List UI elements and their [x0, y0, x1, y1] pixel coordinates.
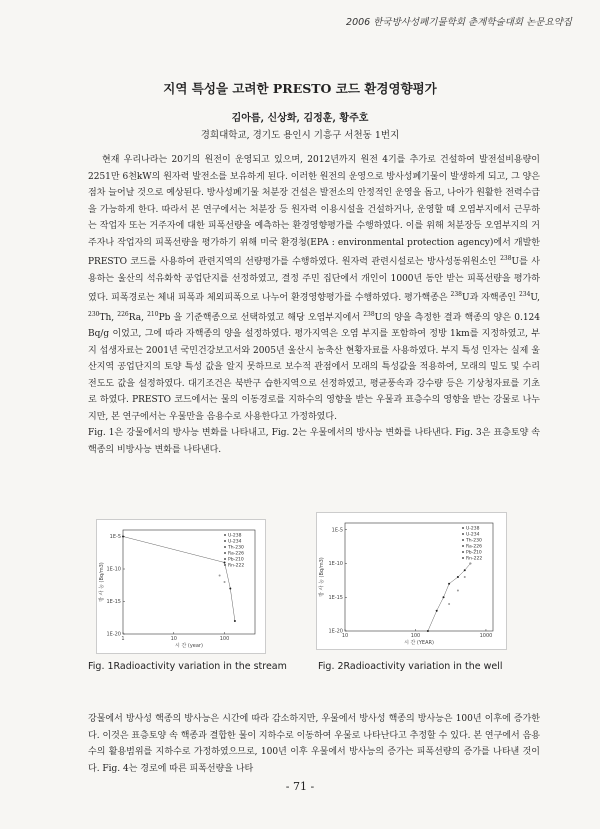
data-point: [474, 549, 476, 551]
x-axis-label: 시 간 (year): [175, 643, 203, 649]
page-number: - 71 -: [285, 780, 315, 793]
legend-marker: [462, 539, 464, 541]
data-point: [436, 610, 438, 612]
data-point: [443, 596, 445, 598]
data-point: [234, 620, 236, 622]
y-tick-label: 1E-20: [106, 631, 121, 638]
y-tick-label: 1E-10: [106, 566, 121, 573]
paragraph-3: 강물에서 방사성 핵종의 방사능은 시간에 따라 감소하지만, 우물에서 방사성 핵종의 방사능은 100년 이후에 증가한다. 이것은 표층토양 속 핵종과 결합한 물이 지하수로 이동하여 우물로 나타난다고 추정할 수 있다. 본 연구에서 음용수의 활용범위를 지하수로 가정하였으므로, 100년 이후 우물에서 방사능의 증가는 피폭선량의 증가를 나타낸 것이다. Fig. 4는 경로에 따른 피폭선량을 나타: [88, 714, 540, 774]
affiliation: 경희대학교, 경기도 용인시 기흥구 서천동 1번지: [200, 130, 400, 141]
legend-marker: [462, 533, 464, 535]
results-body: [88, 711, 540, 777]
data-point: [224, 562, 226, 564]
legend-entry: Ra-226: [228, 551, 244, 557]
series-line: [428, 564, 470, 632]
x-tick-label: 100: [219, 636, 230, 642]
legend-marker: [462, 551, 464, 553]
data-point: [448, 603, 450, 605]
legend-marker: [224, 540, 226, 542]
legend-marker: [462, 545, 464, 547]
legend-marker: [462, 527, 464, 529]
legend-marker: [224, 552, 226, 554]
data-point: [464, 576, 466, 578]
figure-2-well-chart: [316, 512, 507, 650]
x-tick-label: 1000: [479, 633, 493, 639]
legend-entry: Pb-210: [466, 550, 482, 556]
data-point: [122, 536, 124, 538]
legend-marker: [224, 558, 226, 560]
data-point: [457, 590, 459, 592]
y-tick-label: 1E-5: [331, 527, 343, 534]
data-point: [219, 575, 221, 577]
figure-1-stream-chart: [96, 519, 266, 654]
legend-entry: Ra-226: [466, 544, 482, 550]
data-point: [457, 576, 459, 578]
abstract-body: [88, 152, 540, 458]
legend-marker: [224, 546, 226, 548]
legend-entry: U-234: [466, 532, 480, 538]
figure-2-caption: Fig. 2Radioactivity variation in the well: [318, 661, 503, 672]
data-point: [464, 569, 466, 571]
legend-entry: U-234: [228, 539, 242, 545]
paragraph-2: Fig. 1은 강물에서의 방사능 변화를 나타내고, Fig. 2는 우물에서의 방사능 변화를 나타낸다. Fig. 3은 표층토양 속 핵종의 비방사능 변화를 나타낸다.: [88, 428, 540, 455]
paper-title: 지역 특성을 고려한 PRESTO 코드 환경영향평가: [163, 81, 437, 96]
legend-entry: Pb-210: [228, 557, 244, 563]
authors: 김아름, 신상화, 김정훈, 황주호: [231, 113, 369, 124]
series-line: [123, 537, 235, 622]
data-point: [469, 563, 471, 565]
figure-1-caption: Fig. 1Radioactivity variation in the stream: [88, 661, 287, 672]
legend-entry: Rn-222: [228, 563, 245, 569]
x-axis-label: 시 간 (YEAR): [404, 640, 434, 646]
x-tick-label: 1: [121, 636, 125, 642]
data-point: [427, 630, 429, 632]
y-tick-label: 1E-5: [109, 534, 121, 540]
legend-entry: Th-230: [228, 545, 244, 551]
legend-entry: U-238: [466, 526, 480, 532]
y-tick-label: 1E-10: [328, 561, 343, 567]
legend-marker: [224, 534, 226, 536]
legend-entry: Th-230: [466, 538, 482, 544]
legend-entry: Rn-222: [466, 556, 483, 562]
legend-entry: U-238: [228, 533, 242, 539]
running-header: 2006 한국방사성폐기물학회 춘계학술대회 논문요약집: [346, 17, 572, 28]
legend-marker: [462, 557, 464, 559]
y-tick-label: 1E-15: [328, 594, 343, 601]
data-point: [229, 588, 231, 590]
y-axis-label: 방 사 능 (Bq/m3): [99, 562, 105, 602]
y-tick-label: 1E-20: [328, 628, 343, 635]
data-point: [224, 581, 226, 583]
x-tick-label: 100: [410, 633, 421, 639]
y-axis-label: 방 사 능 (Bq/m3): [319, 557, 325, 597]
paragraph-1: 현재 우리나라는 20기의 원전이 운영되고 있으며, 2012년까지 원전 4기를 추가로 건설하여 발전설비용량이 2251만 6천kW의 원자력 발전소를 보유하게 된다. 이러한 원전의 운영으로 방사성폐기물이 발생하게 되고, 그 양은 점차 늘어날 것으로 예상된다. 방사성폐기물 처분장 건설은 발전소의 안정적인 운영을 돕고, 나아가 원활한 전력수급을 가능하게 한다. 따라서 본 연구에서는 처분장 등 원자력 이용시설을 건설하거나, 운영할 때 오염부지에서 근무하는 작업자 또는 거주자에 대한 피폭선량을 예측하는 환경영향평가를 수행하였다. 이를 위해 처분장등 오염부지의 거주자나 작업자의 피폭선량을 평가하기 위해 미국 환경청(EPA : environmental protection agency)에서 개발한 PRESTO 코드를 사용하여 관련지역의 선량평가를 수행하였다. 원자력 관련시설로는 방사성동위원소인 $^{238}$U를 사용하는 울산의 석유화학 공업단지를 선정하였고, 결정 주민 집단에서 개인이 1000년 동안 받는 피폭선량을 평가하였다. 피폭경로는 체내 피폭과 체외피폭으로 나누어 환경영향평가를 수행하였다. 평가핵종은 $^{238}$U과 자핵종인 $^{234}$U, $^{230}$Th, $^{226}$Ra, $^{210}$Pb 을 기준핵종으로 선택하였고 해당 오염부지에서 $^{238}$U의 양을 측정한 결과 핵종의 양은 0.124 Bq/g 이었고, 그에 따라 자핵종의 양을 설정하였다. 평가지역은 오염 부지를 포함하여 정방 1km를 지정하였고, 부지 섭생자료는 2001년 국민건강보고서와 2005년 울산시 농축산 현황자료를 사용하였다. 부지 특성 인자는 실제 울산지역 공업단지의 토양 특성 값을 알지 못하므로 보수적 관점에서 모래의 특성값을 적용하여, 모래의 밀도 및 수리전도도 값을 설정하였다. 대기조건은 북반구 습한지역으로 선정하였고, 평균풍속과 강수량 등은 기상청자료를 기초로 하였다. PRESTO 코드에서는 물의 이동경로를 지하수의 영향을 받는 우물과 표층수의 영향을 받는 강물로 나누지만, 본 연구에서는 우물만을 음용수로 사용한다고 가정하였다.: [88, 155, 541, 422]
x-tick-label: 10: [170, 636, 177, 642]
y-tick-label: 1E-15: [106, 599, 121, 605]
x-tick-label: 10: [341, 633, 349, 639]
data-point: [448, 583, 450, 585]
